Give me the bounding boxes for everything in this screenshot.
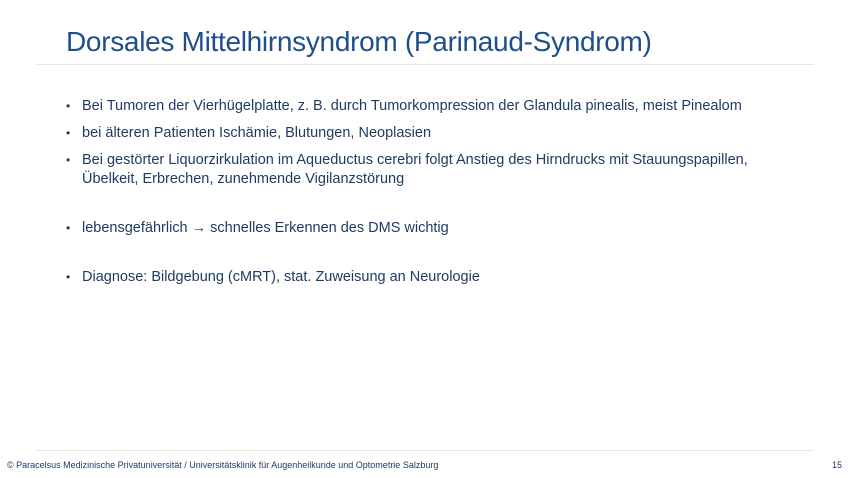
- footer-copyright: © Paracelsus Medizinische Privatuniversität / Universitätsklinik für Augenheilkunde und Optometrie Salzburg: [7, 460, 439, 470]
- bullet-item: [66, 124, 786, 143]
- slide-title: Dorsales Mittelhirnsyndrom (Parinaud-Syndrom): [66, 26, 652, 57]
- bullet-text: bei älteren Patienten Ischämie, Blutungen, Neoplasien: [82, 125, 432, 141]
- bullet-text: Diagnose: Bildgebung (cMRT), stat. Zuweisung an Neurologie: [82, 269, 480, 285]
- bullet-dot-icon: •: [66, 153, 71, 167]
- bullet-item: [66, 219, 786, 238]
- title-divider: [36, 64, 814, 65]
- bullet-text: Bei gestörter Liquorzirkulation im Aqueductus cerebri folgt Anstieg des Hirndrucks mit Stauungspapillen, Übelkeit, Erbrechen, zunehmende Vigilanzstörung: [82, 152, 748, 187]
- bullet-dot-icon: •: [66, 270, 71, 284]
- bullet-dot-icon: •: [66, 126, 71, 140]
- bullet-text: Bei Tumoren der Vierhügelplatte, z. B. durch Tumorkompression der Glandula pinealis, meist Pinealom: [82, 98, 742, 114]
- bullet-item: [66, 268, 786, 287]
- bullet-text: lebensgefährlich → schnelles Erkennen des DMS wichtig: [82, 220, 449, 236]
- footer-divider: [36, 450, 814, 451]
- bullet-item: [66, 151, 786, 189]
- bullet-dot-icon: •: [66, 221, 71, 235]
- bullet-dot-icon: •: [66, 99, 71, 113]
- bullet-item: [66, 97, 786, 116]
- bullet-list: [66, 97, 786, 295]
- page-number: 15: [831, 460, 842, 470]
